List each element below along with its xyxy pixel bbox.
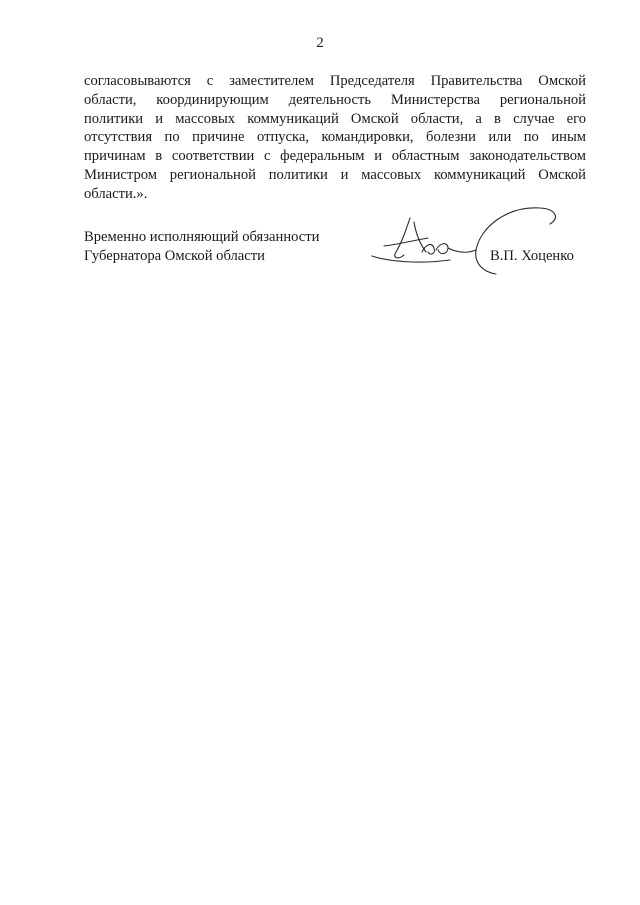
page-number: 2	[316, 35, 324, 51]
signer-position	[84, 228, 319, 266]
body-line-6: Министром региональной политики и массовых коммуникаций Омской	[84, 166, 586, 183]
body-line-3: политики и массовых коммуникаций Омской области, а в случае его	[84, 110, 586, 127]
handwritten-signature	[370, 200, 590, 285]
signer-position-line-1: Временно исполняющий обязанности	[84, 229, 320, 245]
body-paragraph	[84, 72, 586, 204]
body-line-4: отсутствия по причине отпуска, командировки, болезни или по иным	[84, 129, 586, 146]
body-line-1: согласовываются с заместителем Председателя Правительства Омской	[84, 73, 586, 89]
body-line-5: причинам в соответствии с федеральным и областным законодательством	[84, 148, 586, 165]
body-line-2: области, координирующим деятельность Министерства региональной	[84, 91, 586, 108]
signer-name: В.П. Хоценко	[490, 248, 574, 264]
signer-position-line-2: Губернатора Омской области	[84, 247, 265, 264]
body-line-7: области.».	[84, 185, 148, 202]
